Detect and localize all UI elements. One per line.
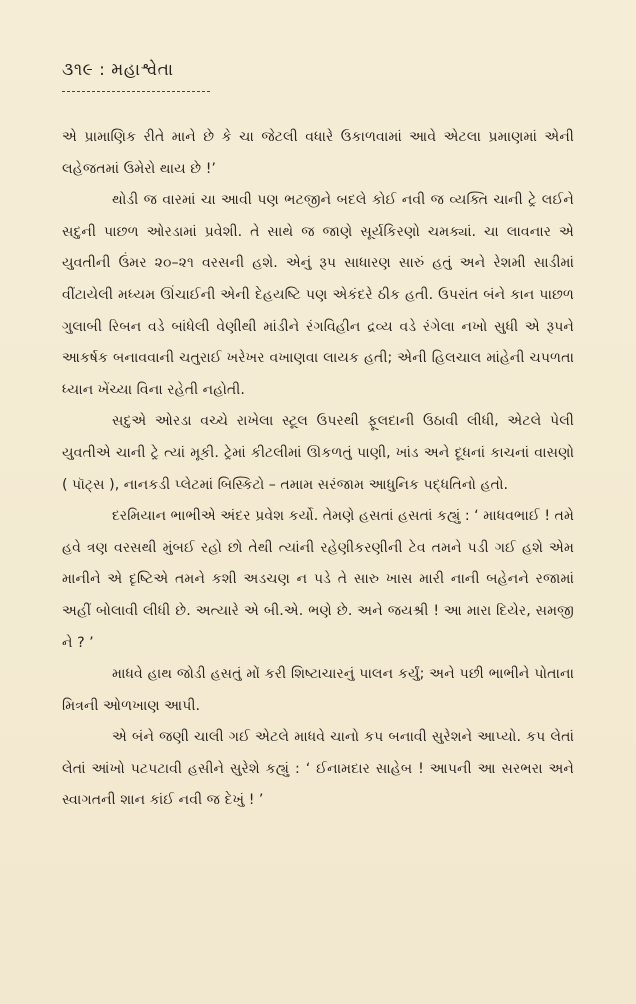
paragraph: એ પ્રામાણિક રીતે માને છે કે ચા જેટલી વધારે ઉકાળવામાં આવે એટલા પ્રમાણમાં એની લહેજતમાં ઉમેરો થાય છે !’ (62, 129, 574, 177)
paragraph: દરમિયાન ભાભીએ અંદર પ્રવેશ કર્યો. તેમણે હસતાં હસતાં કહ્યું : ‘ માધવભાઈ ! તમે હવે ત્રણ વરસથી મુંબઈ રહો છો તેથી ત્યાંની રહેણીકરણીની ટેવ તમને પડી ગઈ હશે એમ માનીને એ દૃષ્ટિએ તમને કશી અડચણ ન પડે તે સારુ ખાસ મારી નાની બહેનને રજામાં અહીં બોલાવી લીધી છે. અત્યારે એ બી.એ. ભણે છે. અને જયશ્રી ! આ મારા દિયેર, સમજી ને ? ’ (62, 508, 574, 651)
body-text (62, 122, 574, 817)
paragraph: થોડી જ વારમાં ચા આવી પણ ભટજીને બદલે કોઈ નવી જ વ્યક્તિ ચાની ટ્રે લઈને સદુની પાછળ ઓરડામાં પ્રવેશી. તે સાથે જ જાણે સૂર્યકિરણો ચમક્યાં. ચા લાવનાર એ યુવતીની ઉંમર ૨૦–૨૧ વરસની હશે. એનું રૂપ સાધારણ સારું હતું અને રેશમી સાડીમાં વીંટાયેલી મધ્યમ ઊંચાઈની એની દેહયષ્ટિ પણ એકંદરે ઠીક હતી. ઉપરાંત બંને કાન પાછળ ગુલાબી રિબન વડે બાંધેલી વેણીથી માંડીને રંગવિહીન દ્રવ્ય વડે રંગેલા નખો સુધી એ રૂપને આકર્ષક બનાવવાની ચતુરાઈ ખરેખર વખાણવા લાયક હતી; એની હિલચાલ માંહેની ચપળતા ધ્યાન ખેંચ્યા વિના રહેતી નહોતી. (62, 192, 574, 398)
header-underline (62, 88, 210, 92)
paragraph: માધવે હાથ જોડી હસતું મોં કરી શિષ્ટાચારનું પાલન કર્યું; અને પછી ભાભીને પોતાના મિત્રની ઓળખાણ આપી. (62, 666, 574, 714)
running-head: ૩૧૯ : મહાશ્વેતા (62, 60, 174, 80)
paragraph: એ બંને જણી ચાલી ગઈ એટલે માધવે ચાનો કપ બનાવી સુરેશને આપ્યો. કપ લેતાં લેતાં આંખો પટપટાવી હસીને સુરેશે કહ્યું : ‘ ઈનામદાર સાહેબ ! આપની આ સરભરા અને સ્વાગતની શાન કાંઈ નવી જ દેખું ! ’ (62, 729, 574, 809)
paragraph: સદુએ ઓરડા વચ્ચે રાખેલા સ્ટૂલ ઉપરથી ફૂલદાની ઉઠાવી લીધી, એટલે પેલી યુવતીએ ચાની ટ્રે ત્યાં મૂકી. ટ્રેમાં કીટલીમાં ઊકળતું પાણી, ખાંડ અને દૂધનાં કાચનાં વાસણો ( પૉટ્સ ), નાનકડી પ્લેટમાં બિસ્કિટો – તમામ સરંજામ આધુનિક પદ્ધતિનો હતો. (62, 413, 574, 493)
